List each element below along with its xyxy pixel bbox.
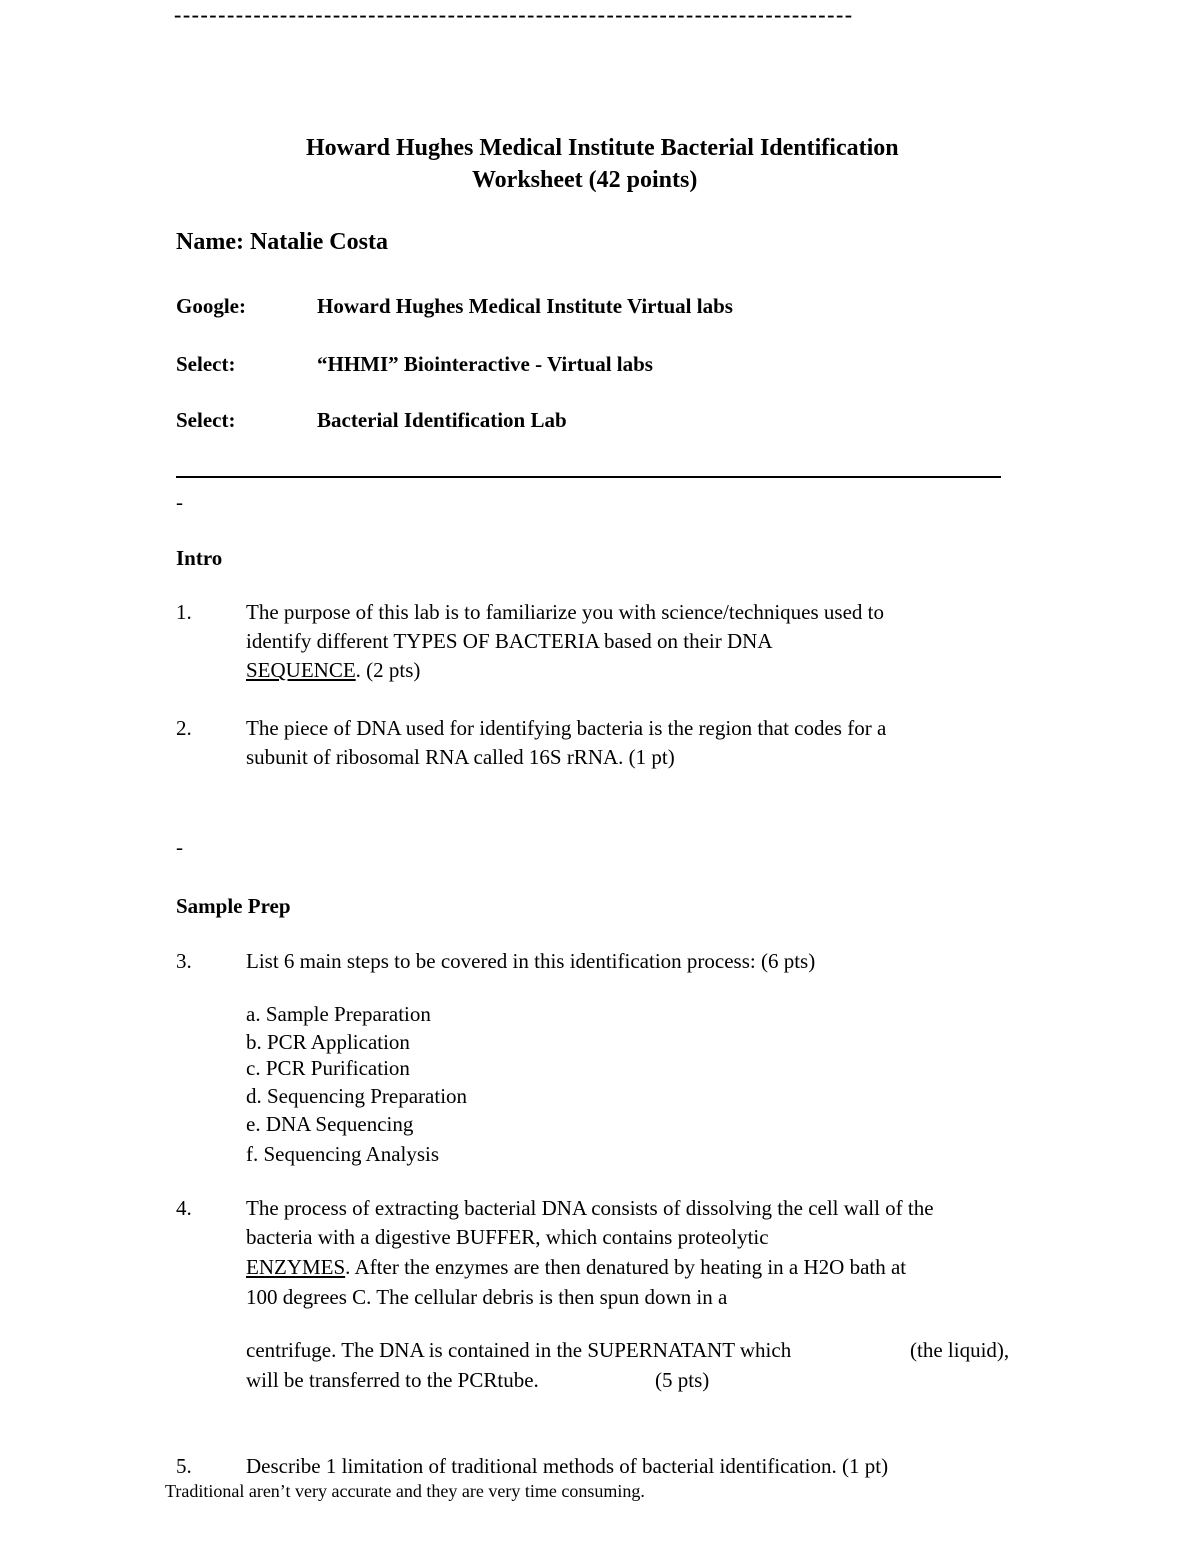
q3-number: 3. [176,949,192,973]
q3-step-f: f. Sequencing Analysis [246,1142,440,1166]
q1-line3 [246,658,420,683]
q4-line5b: (the liquid), [910,1338,1010,1362]
q3-step-d: d. Sequencing Preparation [246,1084,468,1108]
q1-line1: The purpose of this lab is to familiarize you with science/techniques used to [246,600,884,624]
q4-line3-rest: . After the enzymes are then denatured by heating in a H2O bath at [345,1255,907,1279]
instruction-label-select-1: Select: [176,352,236,376]
q5-text: Describe 1 limitation of traditional methods of bacterial identification. (1 pt) [246,1454,889,1478]
q4-line1: The process of extracting bacterial DNA consists of dissolving the cell wall of the [246,1196,934,1220]
q5-answer: Traditional aren’t very accurate and they are very time consuming. [165,1481,645,1501]
instruction-label-google: Google: [176,294,246,318]
q4-points: (5 pts) [655,1368,710,1392]
q3-step-a: a. Sample Preparation [246,1002,431,1026]
q2-line2: subunit of ribosomal RNA called 16S rRNA. (1 pt) [246,745,675,769]
q3-step-b: b. PCR Application [246,1030,410,1054]
q2-line1: The piece of DNA used for identifying bacteria is the region that codes for a [246,716,887,740]
intro-heading: Intro [176,546,223,570]
q4-line5a: centrifuge. The DNA is contained in the SUPERNATANT which [246,1338,792,1362]
q4-line4: 100 degrees C. The cellular debris is then spun down in a [246,1285,728,1309]
section-rule [176,476,1001,478]
q3-text: List 6 main steps to be covered in this identification process: (6 pts) [246,949,816,973]
q2-number: 2. [176,716,192,740]
q3-step-e: e. DNA Sequencing [246,1112,414,1136]
instruction-value-select-2: Bacterial Identification Lab [317,408,567,432]
q1-line2: identify different TYPES OF BACTERIA based on their DNA [246,629,773,653]
q4-line2: bacteria with a digestive BUFFER, which contains proteolytic [246,1225,769,1249]
instruction-value-select-1: “HHMI” Biointeractive - Virtual labs [317,352,653,376]
separator-dash-2: - [176,835,183,859]
worksheet-title-line1: Howard Hughes Medical Institute Bacterial Identification [306,135,899,161]
instruction-value-google: Howard Hughes Medical Institute Virtual labs [317,294,733,318]
q4-line3 [246,1255,906,1280]
q1-number: 1. [176,600,192,624]
q1-answer: SEQUENCE [246,658,356,682]
top-dashed-rule: ----------------------------------------------------------------------------- [174,2,854,27]
q1-points: . (2 pts) [355,658,421,682]
instruction-label-select-2: Select: [176,408,236,432]
q5-number: 5. [176,1454,192,1478]
q4-number: 4. [176,1196,192,1220]
q4-line6a: will be transferred to the PCRtube. [246,1368,539,1392]
student-name: Name: Natalie Costa [176,229,388,255]
separator-dash: - [176,490,183,514]
q4-answer: ENZYMES [246,1255,346,1279]
sample-prep-heading: Sample Prep [176,894,291,918]
worksheet-title-line2: Worksheet (42 points) [472,167,698,193]
q3-step-c: c. PCR Purification [246,1056,410,1080]
